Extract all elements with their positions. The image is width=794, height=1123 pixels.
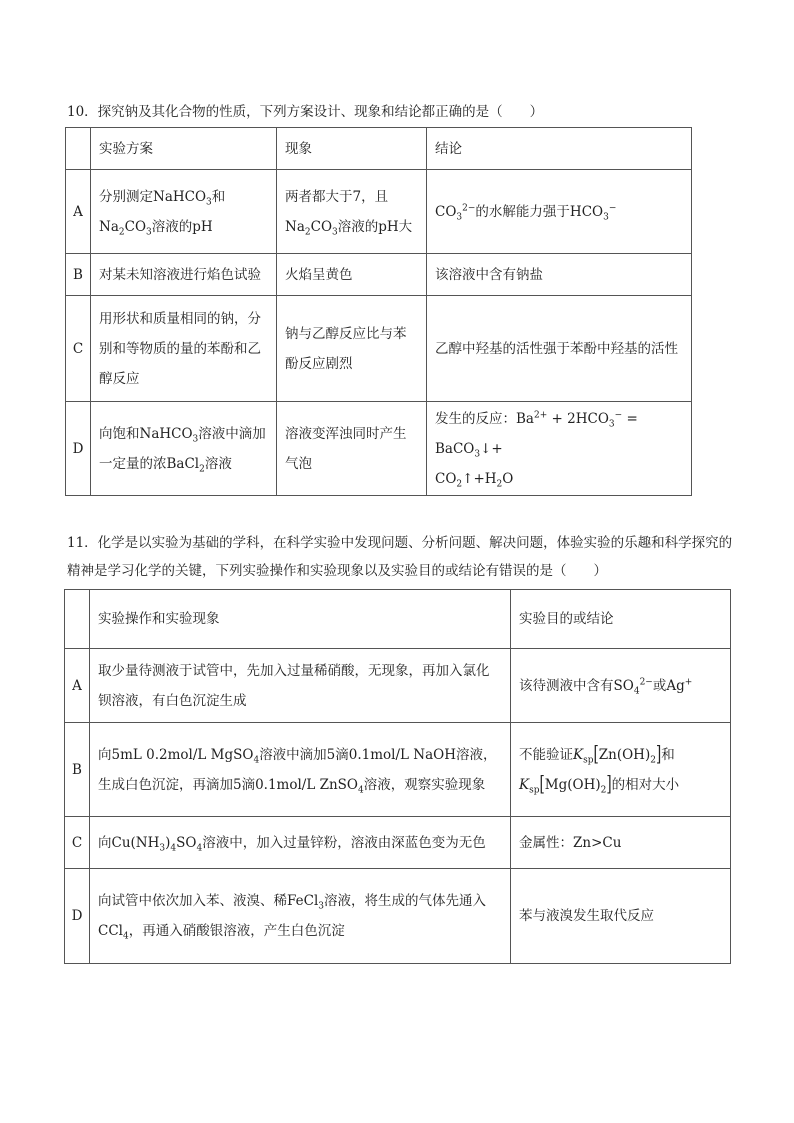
q10-row-d-phen: 溶液变浑浊同时产生气泡 [277,402,427,496]
q10-row-a-conc: $CO_3^{2-}$的水解能力强于$HCO_3^-$ [427,170,692,254]
q11-row-b-label: B [65,723,90,817]
q10-title: 10．探究钠及其化合物的性质，下列方案设计、现象和结论都正确的是（ ） [67,104,544,120]
q11-header-op: 实验操作和实验现象 [90,590,511,649]
q11-row-d-conc: 苯与液溴发生取代反应 [511,869,731,964]
q10-header-conc: 结论 [427,128,692,170]
q11-row-c [65,817,731,869]
q11-table [64,589,731,964]
q10-row-c [66,296,692,402]
q11-header-row [65,590,731,649]
q10-row-a-phen: 两者都大于7，且 $Na_2CO_3$溶液的pH大 [277,170,427,254]
q10-row-b-plan: 对某未知溶液进行焰色试验 [91,254,277,296]
q10-row-b-label: B [66,254,91,296]
q10-row-a [66,170,692,254]
q10-row-c-label: C [66,296,91,402]
q11-row-d-label: D [65,869,90,964]
q11-row-b-op: 向5mL 0.2mol/L MgSO$_4$溶液中滴加5滴0.1mol/L NaOH溶液，生成白色沉淀，再滴加5滴0.1mol/L ZnSO$_4$溶液，观察实验现象 [90,723,511,817]
q11-row-c-label: C [65,817,90,869]
q10-row-b-phen: 火焰呈黄色 [277,254,427,296]
q10-row-a-plan: 分别测定NaHCO$_3$和 $Na_2CO_3$溶液的pH [91,170,277,254]
q11-row-b-conc: 不能验证$K_{sp}[Zn(OH)_2]$和 $K_{sp}[Mg(OH)_2]$的相对大小 [511,723,731,817]
q11-title: 11．化学是以实验为基础的学科，在科学实验中发现问题、分析问题、解决问题，体验实验的乐趣和科学探究的精神是学习化学的关键，下列实验操作和实验现象以及实验目的或结论有错误的是（ ） [67,535,733,579]
q10-row-c-plan: 用形状和质量相同的钠，分别和等物质的量的苯酚和乙醇反应 [91,296,277,402]
q10-header-blank [66,128,91,170]
q11-header-blank [65,590,90,649]
q11-row-a-label: A [65,649,90,723]
q11-header-conc: 实验目的或结论 [511,590,731,649]
q10-table [65,127,692,496]
q10-row-b [66,254,692,296]
q10-row-c-conc: 乙醇中羟基的活性强于苯酚中羟基的活性 [427,296,692,402]
q10-row-d-conc: 发生的反应：$Ba^{2+} + 2HCO_3^-$ = BaCO$_3$↓+ $CO_2↑+H_2O$ [427,402,692,496]
q10-row-b-conc: 该溶液中含有钠盐 [427,254,692,296]
q10-header-phen: 现象 [277,128,427,170]
q11-row-c-op: 向$Cu(NH_3)_4SO_4$溶液中，加入过量锌粉，溶液由深蓝色变为无色 [90,817,511,869]
q10-header-plan: 实验方案 [91,128,277,170]
q10-row-d [66,402,692,496]
q11-row-a-conc: 该待测液中含有$SO_4^{2-}$或Ag+ [511,649,731,723]
q11-row-c-conc: 金属性：Zn>Cu [511,817,731,869]
q10-header-row [66,128,692,170]
q11-row-a [65,649,731,723]
q10-row-c-phen: 钠与乙醇反应比与苯酚反应剧烈 [277,296,427,402]
q11-row-d-op: 向试管中依次加入苯、液溴、稀FeCl$_3$溶液，将生成的气体先通入 CCl$_4$，再通入硝酸银溶液，产生白色沉淀 [90,869,511,964]
q10-row-d-plan: 向饱和NaHCO$_3$溶液中滴加一定量的浓BaCl$_2$溶液 [91,402,277,496]
q11-row-b [65,723,731,817]
q11-row-a-op: 取少量待测液于试管中，先加入过量稀硝酸，无现象，再加入氯化钡溶液，有白色沉淀生成 [90,649,511,723]
q11-row-d [65,869,731,964]
q10-row-a-label: A [66,170,91,254]
q10-row-d-label: D [66,402,91,496]
